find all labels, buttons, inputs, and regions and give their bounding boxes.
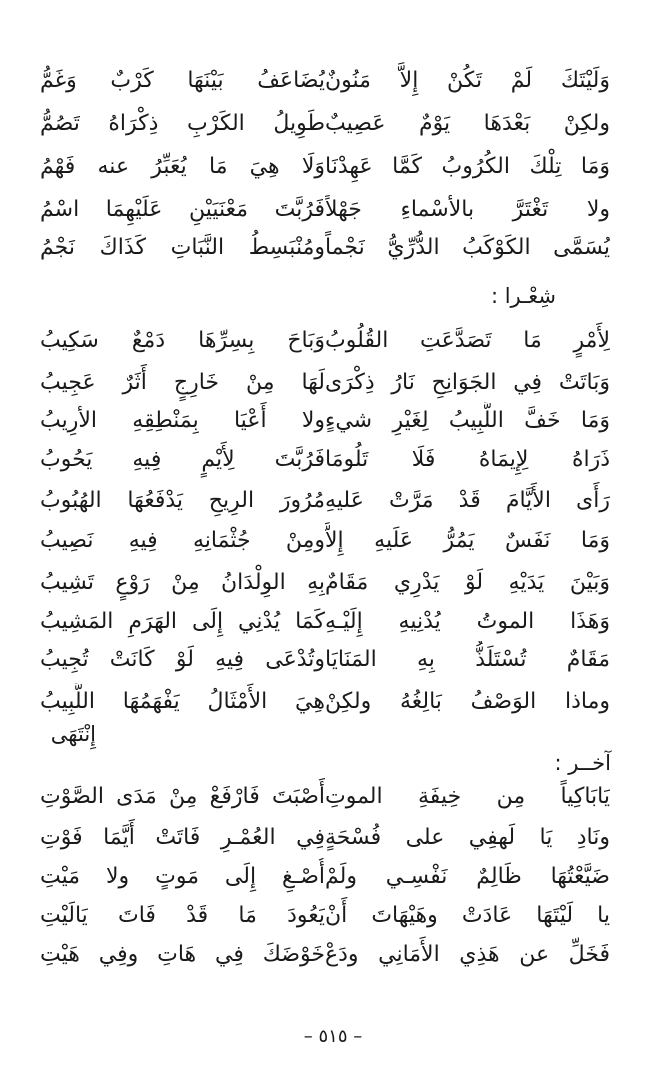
verse-5-first-hemistich: فَخَلِّ عن هَذِي الأَمَانِي ودَعْ — [325, 942, 610, 967]
verse-9-second-hemistich: وتُدْعَى فِيهِ لَوْ كَانَتْ تُجِيبُ — [40, 647, 325, 672]
verse-2-first-hemistich: ونَادِ يَا لَهفِي على فُسْحَةٍ — [325, 825, 610, 850]
verse-8-first-hemistich: وَهَذَا الموتُ يُدْنِيهِ إِلَيْـهِ — [325, 609, 610, 634]
verse-6-first-hemistich: وَمَا نَفَسٌ يَمُرُّ عَلَيهِ إِلاَّ — [325, 528, 610, 553]
verse-1-second-hemistich: وَبَاحَ بِسِرِّهَا دَمْعٌ سَكِيبُ — [40, 328, 325, 353]
verse-2-second-hemistich: فِي العُمْـرِ فَاتَتْ أَيَّمَا فَوْتِ — [40, 825, 325, 850]
verse-7-first-hemistich: وَبَيْنَ يَدَيْهِ لَوْ يَدْرِي مَقَامٌ — [325, 570, 610, 595]
verse-5-first-hemistich: رَأَى الأَيَّامَ قَدْ مَرَّتْ عَليهِ — [325, 488, 610, 513]
verse-10-first-hemistich: وماذا الوَصْفُ بَالِغُهُ ولكِنْ — [325, 689, 610, 714]
verse-2-first-hemistich: وَبَاتَتْ فِي الجَوَانِحِ نَارُ ذِكْرَى — [325, 370, 610, 395]
verse-3-second-hemistich: وَلَا هِيَ مَا يُعَبِّرُ عنه فَهْمُ — [40, 154, 325, 179]
verse-1-first-hemistich: يَابَاكِياً مِن خِيفَةِ الموتِ — [325, 784, 610, 809]
verse-1-second-hemistich: أَصْبَتَ فَارْفَعْ مِنْ مَدَى الصَّوْتِ — [40, 784, 325, 809]
verse-4-second-hemistich: فَرُبَّتَ لِأَيْمٍ فِيهِ يَحُوبُ — [40, 447, 325, 472]
verse-3-first-hemistich: وَمَا خَفَّ اللَّبِيبُ لِغَيْرِ شيءٍ — [325, 408, 610, 433]
verse-4-first-hemistich: ذَرَاهُ لِإِيمَاهُ فَلَا تَلُومَا — [325, 447, 610, 472]
verse-1-first-hemistich: وَلَيْتَكَ لَمْ تَكُنْ إِلاَّ مَنُونٌ — [325, 68, 610, 93]
verse-4-first-hemistich: يا لَيْتَهَا عَادَتْ وهَيْهَاتَ أَنْ — [325, 903, 610, 928]
verse-2-second-hemistich: لَهَا مِنْ خَارِجٍ أَثَرٌ عَجِيبُ — [40, 370, 325, 395]
verse-10-second-hemistich: هِيَ الأَمْثَالُ يَفْهَمُهَا اللَّبِيبُ — [40, 689, 325, 714]
verse-1-second-hemistich: يُضَاعَفُ بَيْنَهَا كَرْبٌ وَغَمُّ — [40, 68, 325, 93]
verse-5-second-hemistich: مُرُورَ الرِيحِ يَدْفَعُهَا الهُبُوبُ — [40, 488, 325, 513]
verse-1-first-hemistich: لِأَمْرٍ مَا تَصَدَّعَتِ القُلُوبُ — [325, 328, 610, 353]
verse-7-second-hemistich: بِهِ الوِلْدَانُ مِنْ رَوْعٍ تَشِيبُ — [40, 570, 325, 595]
verse-3-first-hemistich: ضَيَّعْتُهَا ظَالِمٌ نَفْسِـي ولَمْ — [325, 864, 610, 889]
verse-4-first-hemistich: ولا تَغْتَرَّ بالأسْماءِ جَهْلاً — [325, 197, 610, 222]
verse-9-first-hemistich: مَقَامٌ تُسْتَلَذُّ بِهِ المَنَايَا — [325, 647, 610, 672]
verse-6-second-hemistich: ومِنْ جُثْمَانِهِ فِيهِ نَصِيبُ — [40, 528, 325, 553]
poem-end-marker: إِنْتَهَى — [50, 722, 96, 746]
verse-2-first-hemistich: ولكِنْ بَعْدَهَا يَوْمٌ عَصِيبٌ — [325, 111, 610, 136]
verse-3-second-hemistich: أُصْـغِ إِلَى مَوتٍ ولا مَيْتِ — [40, 864, 325, 889]
verse-8-second-hemistich: كَمَا يُدْنِي إِلَى الهَرَمِ المَشِيبُ — [40, 609, 325, 634]
verse-5-second-hemistich: ومُنْبَسِطُ النَّبَاتِ كَذَاكَ نَجْمُ — [40, 235, 325, 260]
page-number: – ٥١٥ – — [303, 1026, 363, 1047]
verse-4-second-hemistich: فَرُبَّتَ مَعْنَيَيْنِ عَلَيْهِمَا اسْمُ — [40, 197, 325, 222]
verse-3-second-hemistich: ولا أَعْيَا بِمَنْطِقِهِ الأرِيبُ — [40, 408, 325, 433]
verse-2-second-hemistich: طَوِيلُ الكَرْبِ ذِكْرَاهُ تَصُمُّ — [40, 111, 325, 136]
verse-5-second-hemistich: خَوْضَكَ فِي هَاتِ وفِي هَيْتِ — [40, 942, 325, 967]
section-heading-other: آخــر : — [554, 751, 611, 775]
section-heading-poetry: شِعْـرا : — [490, 284, 556, 308]
verse-3-first-hemistich: وَمَا تِلْكَ الكُرُوبُ كَمَّا عَهِدْنَا — [325, 154, 610, 179]
verse-5-first-hemistich: يُسَمَّى الكَوْكَبُ الدُّرِّيُّ نَجْماً — [325, 235, 610, 260]
verse-4-second-hemistich: يَعُودَ مَا قَدْ فَاتَ يَالَيْتِ — [40, 903, 325, 928]
